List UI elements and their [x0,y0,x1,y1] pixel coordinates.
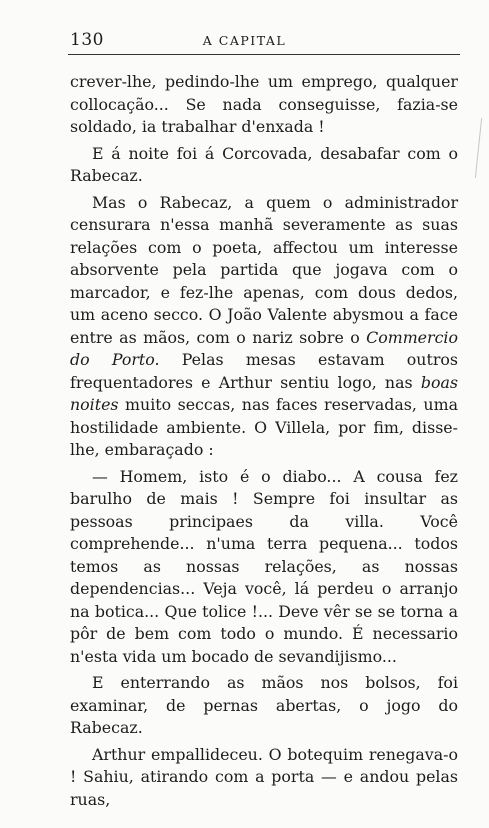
paragraph-6: Arthur empallideceu. O botequim renegava-o ! Sahiu, atirando com a porta — e andou pelas ruas, [70,744,458,809]
paragraph-5: E enterrando as mãos nos bolsos, foi examinar, de pernas abertas, o jogo do Rabecaz. [70,673,458,737]
paragraph-2: E á noite foi á Corcovada, desabafar com o Rabecaz. [70,143,458,185]
paragraph-4: — Homem, isto é o diabo... A cousa fez barulho de mais ! Sempre foi insultar as pessoas principaes da villa. Você comprehende... n'uma terra pequena... todos temos as nossas relações, as nossas dependencias... Veja você, lá perdeu o arranjo na botica... Que tolice !... Deve vêr se se torna a pôr de bem com todo o mundo. É necessario n'esta vida um bocado de sevandijismo... [70,466,458,666]
paragraph-3-text-b: Pelas mesas estavam outros frequentadores e Arthur sentiu logo, nas [70,350,458,392]
margin-mark [475,118,482,178]
running-title: A CAPITAL [202,33,287,48]
paragraph-3 [70,192,458,462]
body-text [70,71,458,811]
newspaper-title: Commercio do Porto. [70,327,458,369]
header-rule [68,54,460,55]
page-number: 130 [70,30,104,50]
paragraph-1: crever-lhe, pedindo-lhe um emprego, qualquer collocação... Se nada conseguisse, fazia-se soldado, ia trabalhar d'enxada ! [70,72,458,136]
paragraph-3-text-a: Mas o Rabecaz, a quem o administrador censurara n'essa manhã severamente as suas relações com o poeta, affectou um interesse absorvente pela partida que jogava com o marcador, e fez-lhe apenas, com dous dedos, um aceno secco. O João Valente abysmou a face entre as mãos, com o nariz sobre o [70,192,458,347]
greeting-phrase: boas noites [70,372,458,414]
paragraph-3-text-c: muito seccas, nas faces reservadas, uma hostilidade ambiente. O Villela, por fim, disse-lhe, embaraçado : [70,395,458,459]
